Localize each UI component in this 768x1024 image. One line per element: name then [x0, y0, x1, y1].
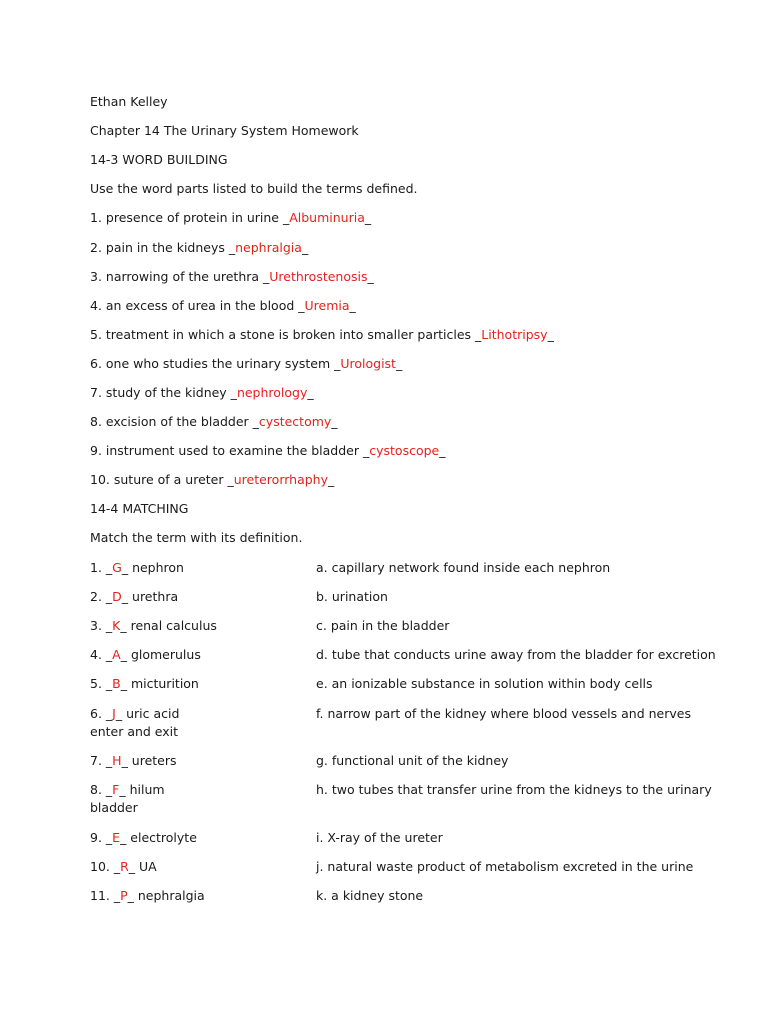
matching-term [90, 830, 197, 846]
document-title: Chapter 14 The Urinary System Homework [90, 123, 359, 138]
word-item-suffix: _ [547, 327, 554, 342]
term-number: 1. _ [90, 560, 113, 575]
word-item-prompt: 3. narrowing of the urethra _ [90, 269, 270, 284]
matching-definition: h. two tubes that transfer urine from the kidneys to the urinary [316, 782, 712, 797]
word-item [90, 269, 374, 285]
word-item-answer: ureterorrhaphy [233, 472, 328, 487]
matching-definition: f. narrow part of the kidney where blood vessels and nerves [316, 706, 691, 721]
term-number: 10. _ [90, 859, 121, 874]
word-item-prompt: 2. pain in the kidneys _ [90, 240, 236, 255]
matching-definition: k. a kidney stone [316, 888, 424, 903]
matching-definition: b. urination [316, 589, 388, 604]
word-building-heading: 14-3 WORD BUILDING [90, 152, 228, 167]
matching-definition: c. pain in the bladder [316, 618, 450, 633]
word-item-answer: nephrology [236, 385, 308, 400]
term-answer: R [120, 859, 129, 874]
matching-term [90, 753, 177, 769]
matching-definition: j. natural waste product of metabolism excreted in the urine [316, 859, 694, 874]
word-item [90, 385, 314, 401]
term-label: _ urethra [121, 589, 179, 604]
word-item [90, 298, 356, 314]
term-answer: E [112, 830, 121, 845]
matching-term [90, 618, 217, 634]
word-item-prompt: 10. suture of a ureter _ [90, 472, 234, 487]
term-number: 11. _ [90, 888, 121, 903]
term-answer: D [112, 589, 122, 604]
word-item-prompt: 9. instrument used to examine the bladder _ [90, 443, 370, 458]
term-number: 6. _ [90, 706, 113, 721]
word-item-suffix: _ [307, 385, 314, 400]
word-item [90, 414, 338, 430]
word-item-answer: nephralgia [235, 240, 302, 255]
matching-term [90, 859, 157, 875]
word-item-suffix: _ [395, 356, 403, 371]
word-item-suffix: _ [331, 414, 338, 429]
term-number: 9. _ [90, 830, 113, 845]
word-item-prompt: 4. an excess of urea in the blood _ [90, 298, 305, 313]
term-answer: F [112, 782, 120, 797]
matching-term [90, 560, 184, 576]
matching-definition: a. capillary network found inside each nephron [316, 560, 611, 575]
term-answer: J [112, 706, 116, 721]
matching-term [90, 676, 199, 692]
word-item [90, 443, 445, 459]
matching-definition: d. tube that conducts urine away from the bladder for excretion [316, 647, 716, 662]
term-answer: H [112, 753, 122, 768]
word-item-prompt: 5. treatment in which a stone is broken into smaller particles _ [90, 327, 482, 342]
term-answer: P [120, 888, 128, 903]
word-item-suffix: _ [367, 269, 374, 284]
word-item-answer: Uremia [304, 298, 350, 313]
word-item-answer: Urethrostenosis [269, 269, 368, 284]
author-name: Ethan Kelley [90, 94, 168, 109]
word-item-answer: Albuminuria [289, 210, 365, 225]
word-item-answer: cystectomy [258, 414, 332, 429]
term-number: 5. _ [90, 676, 113, 691]
term-answer: A [112, 647, 121, 662]
word-item-answer: cystoscope [369, 443, 440, 458]
term-label: _ electrolyte [120, 830, 197, 845]
term-answer: K [112, 618, 121, 633]
matching-definition-continuation: enter and exit [90, 724, 179, 739]
word-item-suffix: _ [439, 443, 446, 458]
word-item-prompt: 7. study of the kidney _ [90, 385, 237, 400]
term-label: _ UA [128, 859, 157, 874]
term-label: _ ureters [121, 753, 177, 768]
term-number: 8. _ [90, 782, 113, 797]
matching-definition: i. X-ray of the ureter [316, 830, 443, 845]
matching-instructions: Match the term with its definition. [90, 530, 303, 545]
term-answer: G [112, 560, 122, 575]
term-label: _ nephron [121, 560, 184, 575]
term-label: _ micturition [120, 676, 199, 691]
word-item [90, 327, 554, 343]
term-number: 2. _ [90, 589, 113, 604]
word-item [90, 210, 371, 226]
word-item-prompt: 6. one who studies the urinary system _ [90, 356, 341, 371]
matching-term [90, 888, 205, 904]
word-building-instructions: Use the word parts listed to build the terms defined. [90, 181, 418, 196]
word-item-answer: Urologist [340, 356, 396, 371]
matching-term [90, 782, 165, 798]
word-item-suffix: _ [364, 210, 372, 225]
word-item [90, 240, 308, 256]
word-item-suffix: _ [301, 240, 309, 255]
term-label: _ nephralgia [127, 888, 205, 903]
word-item-prompt: 8. excision of the bladder _ [90, 414, 259, 429]
matching-definition: g. functional unit of the kidney [316, 753, 509, 768]
term-label: _ glomerulus [120, 647, 201, 662]
matching-definition: e. an ionizable substance in solution within body cells [316, 676, 653, 691]
word-item-suffix: _ [328, 472, 335, 487]
word-item [90, 472, 334, 488]
term-label: _ uric acid [115, 706, 180, 721]
term-number: 4. _ [90, 647, 113, 662]
word-item-suffix: _ [349, 298, 356, 313]
term-label: _ renal calculus [120, 618, 217, 633]
term-number: 3. _ [90, 618, 113, 633]
matching-heading: 14-4 MATCHING [90, 501, 189, 516]
term-label: _ hilum [119, 782, 165, 797]
word-item-prompt: 1. presence of protein in urine _ [90, 210, 290, 225]
word-item-answer: Lithotripsy [481, 327, 548, 342]
matching-term [90, 589, 178, 605]
matching-term [90, 706, 179, 722]
matching-term [90, 647, 201, 663]
matching-definition-continuation: bladder [90, 800, 138, 815]
word-item [90, 356, 402, 372]
term-number: 7. _ [90, 753, 113, 768]
term-answer: B [112, 676, 121, 691]
